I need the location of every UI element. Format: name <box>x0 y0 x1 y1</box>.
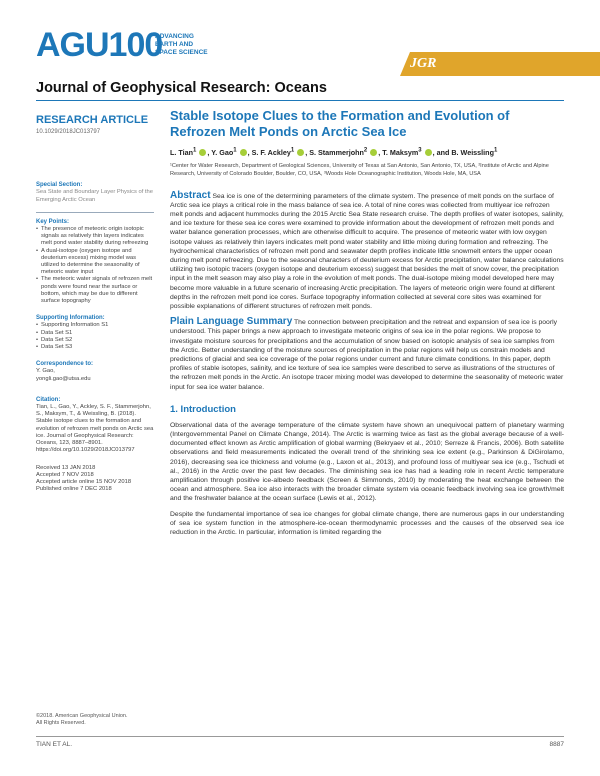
author[interactable]: S. Stammerjohn$^2$ , <box>309 148 383 158</box>
sidebar <box>36 108 154 493</box>
page-header <box>0 0 600 75</box>
affiliations: ¹Center for Water Research, Department of Geological Sciences, University of Texas at San Antonio, San Antonio, TX, USA, ²Institute of Arctic and Alpine Research, University of Colorado Boulder, Boulder, CO, USA, ³Woods Hole Oceanographic Institution, Woods Hole, MA, USA <box>170 163 549 177</box>
key-point: • The presence of meteoric origin isotopic signals as relatively thin layers indicates melt pond water stability during refreezing <box>36 226 154 248</box>
citation-heading: Citation: <box>36 396 61 403</box>
author[interactable]: and B. Weissling$^1$ <box>436 148 498 158</box>
supporting-item[interactable]: • Data Set S3 <box>36 344 154 351</box>
supporting-list <box>36 322 154 351</box>
abstract-text: Sea ice is one of the determining parameters of the climate system. The presence of melt ponds on the surface of Arctic sea ice plays a critical role in the mass balance of sea ice. A total of nine cores was collected from multiyear ice refrozen melt ponds and adjacent hummocks during the 2015 Arctic Sea State research cruise. The depth profiles of water isotopes, salinity, and ice texture for these sea ice cores were examined to provide information about the development of refrozen melt ponds and water balance generation processes, which are otherwise difficult to acquire. The presence of meteoric water with low oxygen isotope values as relatively thin layers indicates melt pond water stability and little mixing during formation and refreezing. The hydrochemical characteristics of refrozen melt pond and seawater depth profiles indicate little snowmelt enters the upper ocean during melt pond refreezing. Due to the seasonal characters of deuterium excess for Arctic precipitation, water balance calculations utilizing two isotopic tracers (oxygen isotope and deuterium excess) suggest that besides the melt of snow cover, the precipitation input in the melt season may also play a role in the evolution of melt ponds. The dual-isotope mixing model developed here may become more valuable in a future scenario of increasing Arctic precipitation. The layers of meteoric origin were found at different depths in the refrozen melt pond ice cores. Surface topography information collected at several core sites was examined for possible explanations of different structures of refrozen melt ponds. <box>170 192 564 311</box>
supporting-item[interactable]: • Data Set S1 <box>36 330 154 337</box>
footer-divider <box>36 736 564 737</box>
orcid-icon[interactable] <box>199 149 206 156</box>
special-section: Sea State and Boundary Layer Physics of the Emerging Arctic Ocean <box>36 189 153 203</box>
citation-text: Tian, L., Gao, Y., Ackley, S. F., Stammerjohn, S., Maksym, T., & Weissling, B. (2018). Stable isotope clues to the formation and evolution of refrozen melt ponds on Arctic sea ice. Journal of Geophysical Research: Oceans, 123, 8887–8901. https://doi.org/10.1029/2018JC013797 <box>36 404 154 454</box>
article-doi[interactable]: 10.1029/2018JC013797 <box>36 129 101 135</box>
author[interactable]: T. Maksym$^3$ , <box>382 148 437 158</box>
date-online: Accepted article online 15 NOV 2018 <box>36 478 132 485</box>
agu100-logo: AGU100 <box>36 26 163 64</box>
copyright-line: All Rights Reserved. <box>36 720 86 726</box>
orcid-icon[interactable] <box>370 149 377 156</box>
abstract <box>170 191 564 312</box>
key-point: • The meteoric water signals of refrozen melt ponds were found near the surface or bottom, which may be due to different surface topography <box>36 276 154 305</box>
article-type: RESEARCH ARTICLE <box>36 114 149 126</box>
key-points-list <box>36 226 154 305</box>
paragraph: Observational data of the average temperature of the climate system have shown an unequivocal pattern of planetary warming (Intergovernmental Panel on Climate Change, 2014). The Arctic is warming twice as fast as the global average because of a well-documented effect known as Arctic amplification of global warming (Bekryaev et al., 2010; Serreze & Francis, 2006). Both satellite observations and field measurements indicated the overall trend of the shrinking sea ice extent (e.g., Parkinson & DiGirolamo, 2016), decreasing sea ice thickness and volume (e.g., Laxon et al., 2013), and profound loss of multiyear sea ice (e.g., Tschudi et al., 2016) in the Arctic over the past few decades. The diminishing sea ice has had a leading role in recent Arctic temperature amplification through positive ice-albedo feedback (Screen & Simmonds, 2010) by moderating the heat exchange between the ocean and atmosphere. Sea ice also interacts with the broader climate system via oceanic feedback involving sea ice growth/melt and the freshwater balance at the ocean surface (Lewis et al., 2012). <box>170 421 564 503</box>
jgr-badge-text: JGR <box>410 56 437 71</box>
sidebar-divider <box>36 212 154 213</box>
article-title: Stable Isotope Clues to the Formation and Evolution of Refrozen Melt Ponds on Arctic Sea Ice <box>170 108 510 139</box>
paragraph: Despite the fundamental importance of sea ice changes for global climate change, there are numerous gaps in our understanding of sea ice system function in the atmosphere-ice-ocean thermodynamic processes and the causes of the observed sea ice reduction in the Arctic. In particular, information is limited regarding the <box>170 510 564 537</box>
supporting-item[interactable]: • Data Set S2 <box>36 337 154 344</box>
date-accepted: Accepted 7 NOV 2018 <box>36 471 94 478</box>
section-heading: 1. Introduction <box>170 403 236 415</box>
supporting-heading: Supporting Information: <box>36 315 105 322</box>
author[interactable]: L. Tian$^1$ , <box>170 148 212 158</box>
author[interactable]: S. F. Ackley$^1$ , <box>251 148 310 158</box>
date-published: Published online 7 DEC 2018 <box>36 486 112 493</box>
article-main <box>170 108 564 537</box>
key-point: • A dual-isotope (oxygen isotope and deuterium excess) mixing model was utilized to determine the seasonality of meteoric water input <box>36 248 154 277</box>
author-list <box>170 148 564 157</box>
orcid-icon[interactable] <box>240 149 247 156</box>
special-section-heading: Special Section: <box>36 182 83 189</box>
page-number: 8887 <box>549 741 564 748</box>
header-divider <box>36 100 564 101</box>
correspondence-name: Y. Gao, <box>36 368 55 375</box>
plain-language-summary <box>170 317 564 392</box>
key-points-heading: Key Points: <box>36 218 70 225</box>
journal-title: Journal of Geophysical Research: Oceans <box>36 80 327 96</box>
correspondence-heading: Correspondence to: <box>36 361 94 368</box>
copyright <box>36 713 128 727</box>
copyright-line: ©2018. American Geophysical Union. <box>36 713 128 719</box>
pls-heading: Plain Language Summary <box>170 316 293 328</box>
date-received: Received 13 JAN 2018 <box>36 464 96 471</box>
author[interactable]: Y. Gao$^1$ , <box>211 148 252 158</box>
article-dates <box>36 465 154 494</box>
running-authors: TIAN ET AL. <box>36 741 73 748</box>
pls-text: The connection between precipitation and the retreat and expansion of sea ice is poorly understood. This paper brings a new approach to investigate meteoric origins of sea ice in the polar regions. We propose to investigate moisture sources for precipitations and the accumulation of snow based on isotopic analysis of sea ice samples from the Arctic. Better understanding of the moisture sources of precipitation in the polar regions will help us constrain models and predictions of glacial and sea ice coverage of the polar regions under current and future climate conditions. In this paper, depth profiles of stable isotopes, salinity, and ice texture of sea ice samples were described to serve as illustrations of the structures of the refrozen melt ponds in the Arctic. An isotope tracer mixing model was developed to determine the seasonality of meteoric water input for sea ice water balance. <box>170 319 564 391</box>
orcid-icon[interactable] <box>297 149 304 156</box>
correspondence-email[interactable]: yongli.gao@utsa.edu <box>36 375 91 382</box>
abstract-heading: Abstract <box>170 189 211 201</box>
orcid-icon[interactable] <box>425 149 432 156</box>
agu-tagline: ADVANCING EARTH AND SPACE SCIENCE <box>155 33 208 56</box>
supporting-item[interactable]: • Supporting Information S1 <box>36 322 154 329</box>
